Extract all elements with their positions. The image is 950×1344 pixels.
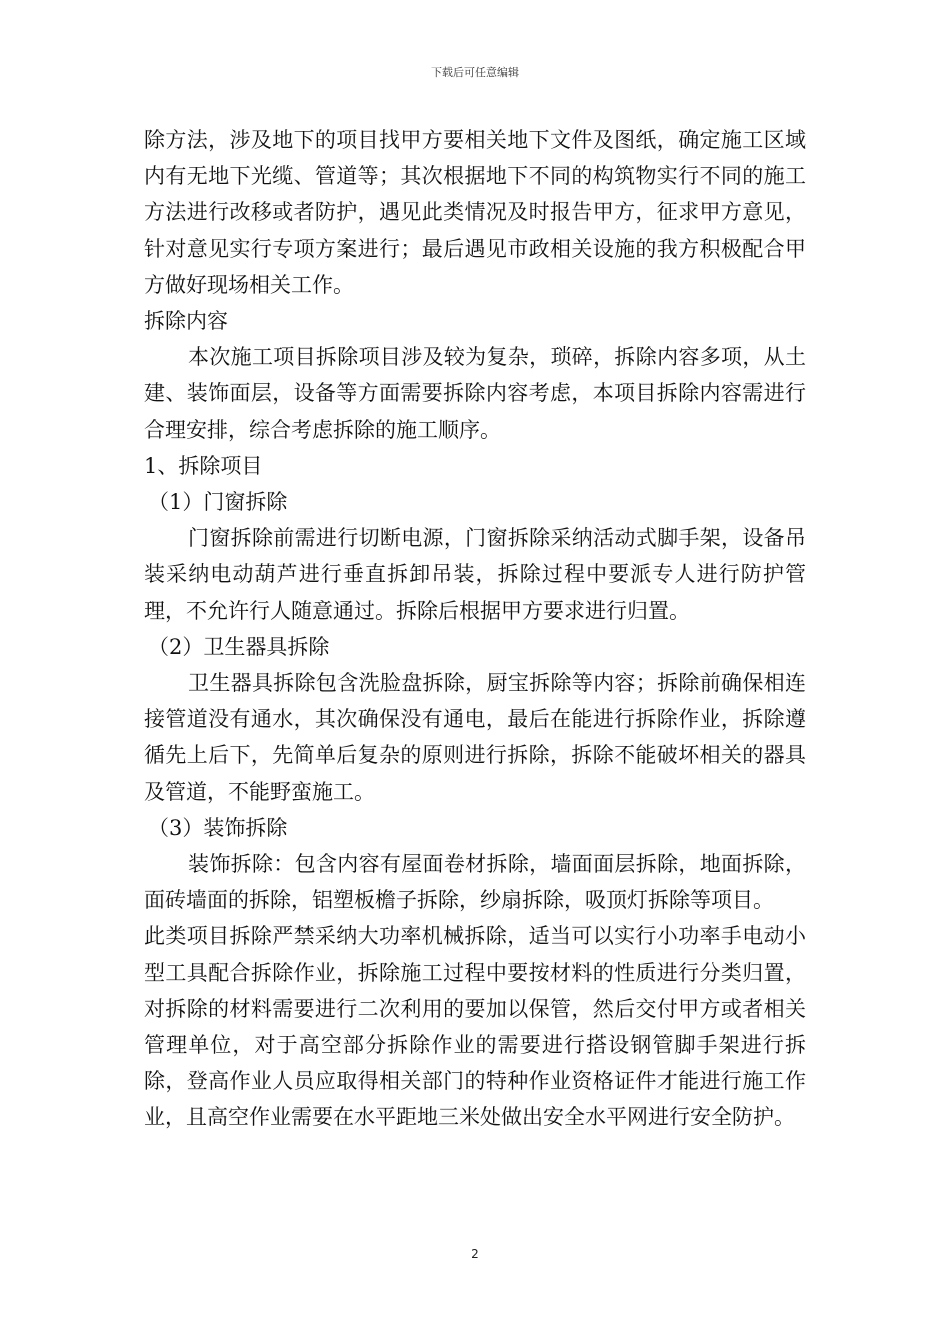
paragraph-door-window-demolition: 门窗拆除前需进行切断电源，门窗拆除采纳活动式脚手架，设备吊装采纳电动葫芦进行垂直拆卸吊装，拆除过程中要派专人进行防护管理，不允许行人随意通过。拆除后根据甲方要求进行归置。	[144, 526, 806, 623]
heading-demolition-items: 1、拆除项目	[144, 453, 263, 478]
paragraph-decoration-demolition: 装饰拆除：包含内容有屋面卷材拆除，墙面面层拆除，地面拆除，面砖墙面的拆除，铝塑板檐子拆除，纱扇拆除，吸顶灯拆除等项目。	[144, 852, 806, 913]
paragraph-demolition-method: 除方法，涉及地下的项目找甲方要相关地下文件及图纸，确定施工区域内有无地下光缆、管道等；其次根据地下不同的构筑物实行不同的施工方法进行改移或者防护，遇见此类情况及时报告甲方，征求甲方意见，针对意见实行专项方案进行；最后遇见市政相关设施的我方积极配合甲方做好现场相关工作。	[144, 128, 806, 297]
page-number: 2	[471, 1247, 479, 1261]
heading-door-window-demolition: （1）门窗拆除	[148, 490, 288, 515]
heading-demolition-content: 拆除内容	[144, 309, 228, 334]
document-body	[144, 122, 806, 1136]
paragraph-safety-requirements: 此类项目拆除严禁采纳大功率机械拆除，适当可以实行小功率手电动小型工具配合拆除作业，拆除施工过程中要按材料的性质进行分类归置，对拆除的材料需要进行二次利用的要加以保管，然后交付甲方或者相关管理单位，对于高空部分拆除作业的需要进行搭设钢管脚手架进行拆除，登高作业人员应取得相关部门的特种作业资格证件才能进行施工作业，且高空作业需要在水平距地三米处做出安全水平网进行安全防护。	[144, 924, 806, 1130]
heading-decoration-demolition: （3）装饰拆除	[148, 815, 288, 840]
heading-sanitary-ware-demolition: （2）卫生器具拆除	[148, 634, 330, 659]
page-header: 下载后可任意编辑	[431, 66, 519, 79]
paragraph-demolition-overview: 本次施工项目拆除项目涉及较为复杂，琐碎，拆除内容多项，从土建、装饰面层，设备等方面需要拆除内容考虑，本项目拆除内容需进行合理安排，综合考虑拆除的施工顺序。	[144, 345, 806, 442]
paragraph-sanitary-ware-demolition: 卫生器具拆除包含洗脸盘拆除，厨宝拆除等内容；拆除前确保相连接管道没有通水，其次确保没有通电，最后在能进行拆除作业，拆除遵循先上后下，先简单后复杂的原则进行拆除，拆除不能破坏相关的器具及管道，不能野蛮施工。	[144, 671, 806, 804]
